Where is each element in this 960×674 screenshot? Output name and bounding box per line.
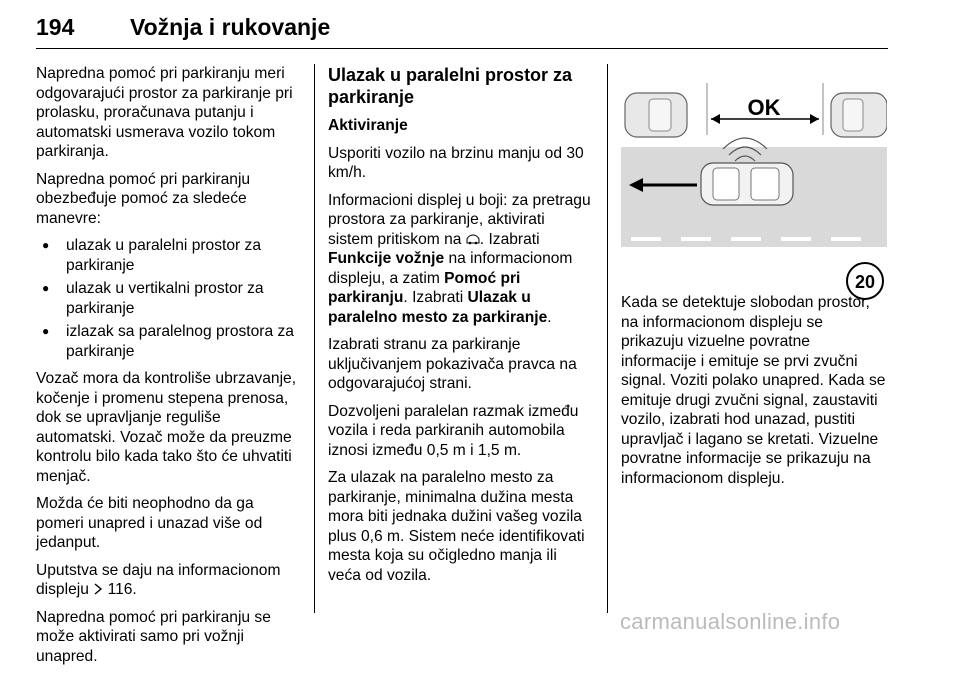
paragraph-text: . Izabrati [479, 230, 540, 248]
figure-number: 20 [854, 272, 876, 292]
menu-name: Ulazak u paralelno mesto za parkiranje [328, 289, 548, 326]
paragraph: Napredna pomoć pri parkiranju meri odgovarajući prostor za parkiranje pri prolasku, proračunava putanju i automatski usmerava vozilo tokom parkiranja. [36, 65, 293, 160]
column-middle [328, 64, 594, 593]
subheading: Aktiviranje [328, 117, 408, 134]
page-number: 194 [36, 14, 75, 40]
paragraph-text: . Izabrati [403, 289, 468, 306]
column-left [36, 64, 302, 674]
column-right [621, 293, 889, 496]
paragraph: Usporiti vozilo na brzinu manju od 30 km/h. [328, 144, 584, 181]
arrow-ref-icon[interactable] [93, 581, 103, 598]
section-title: Ulazak u paralelni prostor za parkiranje [328, 65, 573, 107]
paragraph: Vozač mora da kontroliše ubrzavanje, kočenje i promenu stepena prenosa, dok se upravljanje reguliše automatski. Vozač može da preuzme kontrolu bilo kada tako što će uhvatiti menjač. [36, 370, 297, 485]
list-item: ● ulazak u vertikalni prostor za parkiranje [36, 279, 302, 318]
paragraph: Izabrati stranu za parkiranje uključivanjem pokazivača pravca na odgovarajućoj strani. [328, 336, 577, 392]
paragraph [36, 561, 302, 600]
paragraph [328, 191, 594, 328]
column-divider-2 [607, 64, 608, 613]
parking-illustration [621, 79, 887, 303]
ok-label: OK [747, 95, 781, 120]
page-header [36, 12, 888, 52]
paragraph: Napredna pomoć pri parkiranju se može aktivirati samo pri vožnji unapred. [36, 608, 271, 665]
paragraph-text: . [547, 308, 552, 326]
maneuver-list [36, 236, 302, 361]
moving-car-icon [701, 163, 793, 205]
page-title: Vožnja i rukovanje [130, 14, 331, 40]
list-item: ● ulazak u paralelni prostor za parkiranje [36, 236, 302, 275]
parking-diagram [621, 79, 887, 303]
menu-name: Pomoć pri parkiranju [328, 269, 521, 306]
menu-name: Funkcije vožnje [328, 250, 445, 267]
paragraph-text: na informacionom displeju, a zatim [328, 250, 573, 287]
column-divider-1 [314, 64, 315, 613]
parking-assist-button-icon [466, 230, 480, 250]
watermark: carmanualsonline.info [620, 609, 841, 634]
paragraph: Možda će biti neophodno da ga pomeri unapred i unazad više od jedanput. [36, 495, 263, 551]
parked-car-right-icon [831, 93, 887, 137]
page-reference-link[interactable]: 116. [107, 581, 137, 598]
paragraph-text: Uputstva se daju na informacionom displeju [36, 561, 281, 598]
paragraph: Za ulazak na paralelno mesto za parkiranje, minimalna dužina mesta mora biti jednaka dužini vašeg vozila plus 0,6 m. Sistem neće identifikovati mesta koja su očigledno manja ili veća od vozila. [328, 469, 585, 584]
paragraph-text: Informacioni displej u boji: za pretragu prostora za parkiranje, aktivirati sistem pritiskom na [328, 191, 591, 248]
paragraph: Kada se detektuje slobodan prostor, na informacionom displeju se prikazuju vizuelne povratne informacije i emituje se prvi zvučni signal. Voziti polako unapred. Kada se emituje drugi zvučni signal, zaustaviti vozilo, izabrati hod unazad, pustiti upravljač i lagano se kretati. Vizuelne povratne informacije se prikazuju na informacionom displeju. [621, 294, 886, 487]
parked-car-left-icon [625, 93, 687, 137]
header-rule [36, 48, 888, 49]
paragraph: Dozvoljeni paralelan razmak između vozila i reda parkiranih automobila iznosi između 0,5 m i 1,5 m. [328, 402, 579, 459]
paragraph: Napredna pomoć pri parkiranju obezbeđuje pomoć za sledeće manevre: [36, 170, 251, 227]
list-item: ● izlazak sa paralelnog prostora za parkiranje [36, 322, 302, 361]
